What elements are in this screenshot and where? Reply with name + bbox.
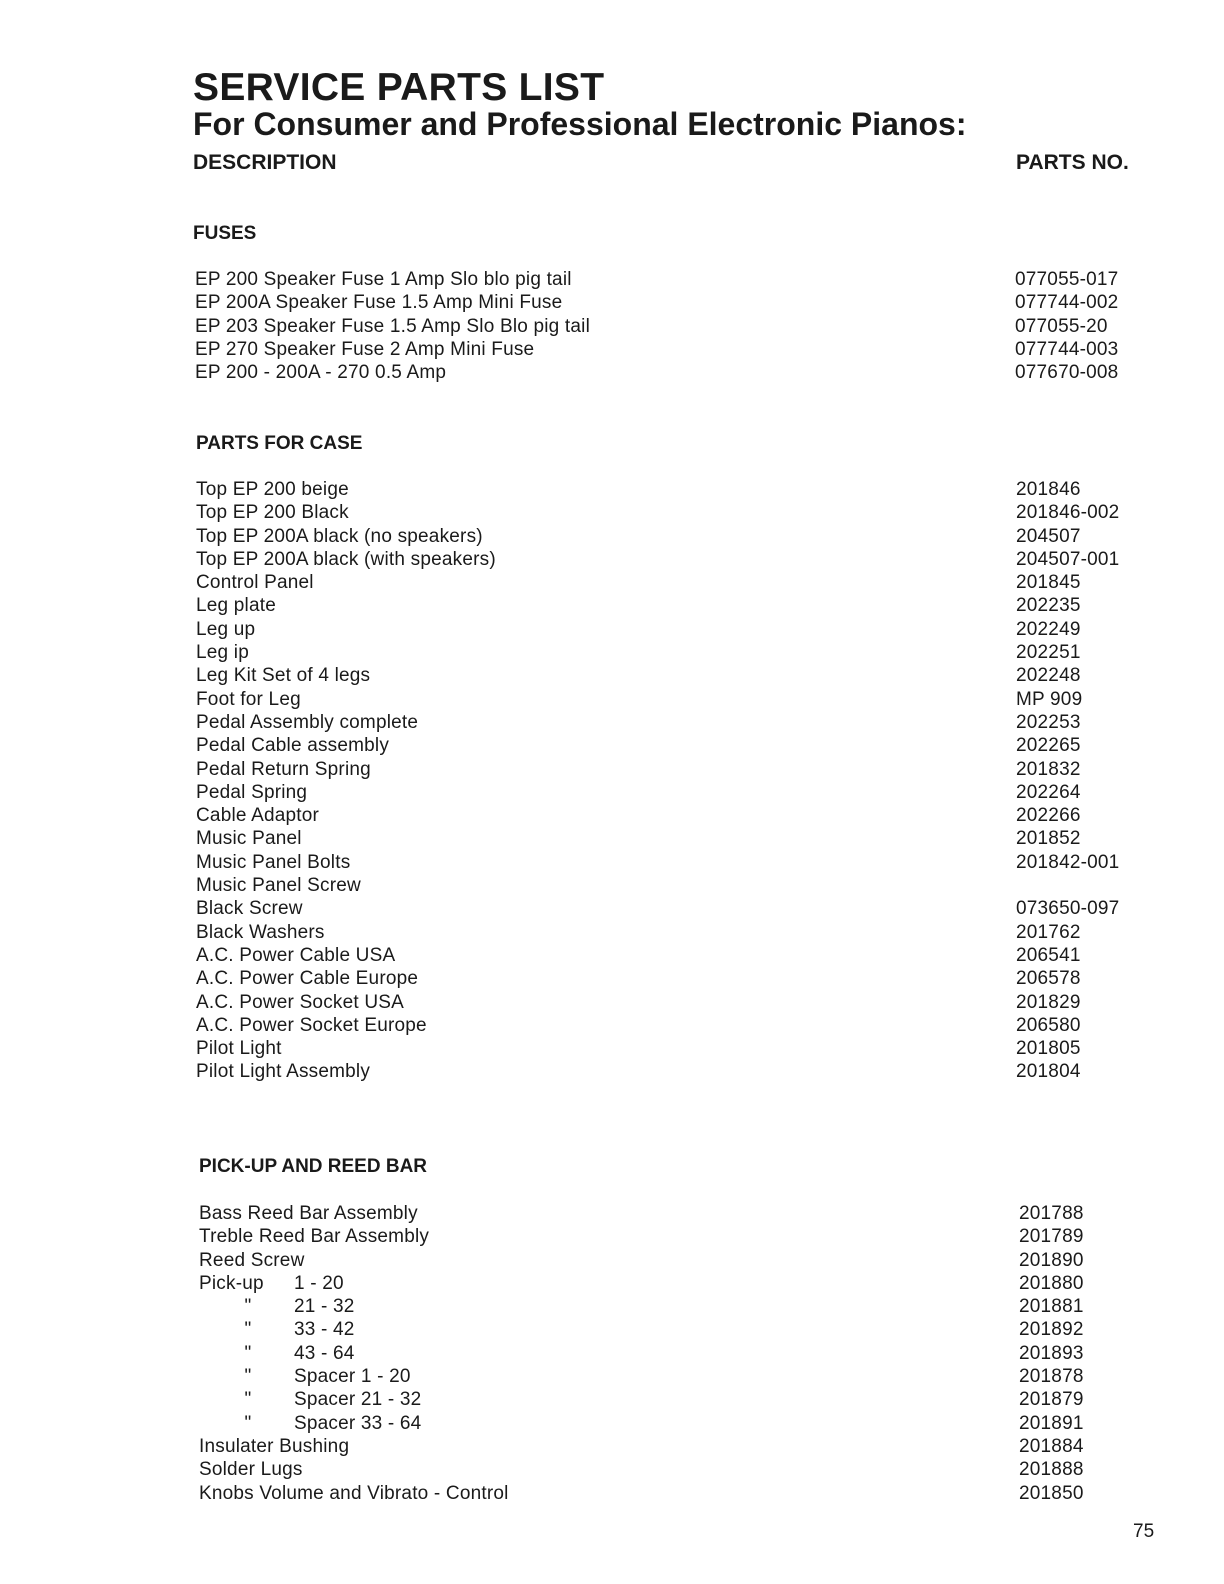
item-description: Music Panel Screw <box>196 875 361 897</box>
item-part-no: 202264 <box>1016 781 1081 803</box>
list-item <box>199 1482 1159 1505</box>
item-description: Top EP 200A black (with speakers) <box>196 548 496 570</box>
item-part-no: 201879 <box>1019 1389 1084 1411</box>
item-description: Pedal Assembly complete <box>196 711 419 733</box>
list-item <box>196 664 1156 687</box>
item-description: EP 270 Speaker Fuse 2 Amp Mini Fuse <box>195 338 535 360</box>
item-range: 21 - 32 <box>294 1296 355 1318</box>
list-item <box>196 1037 1156 1060</box>
item-part-no: 201805 <box>1016 1038 1081 1060</box>
list-item <box>195 315 1155 338</box>
item-part-no: 201846 <box>1016 479 1081 500</box>
page-number: 75 <box>1133 1521 1155 1542</box>
list-item <box>199 1295 1159 1318</box>
item-description: Pedal Spring <box>196 781 308 803</box>
list-item <box>196 874 1156 897</box>
ditto-mark: " <box>244 1366 252 1388</box>
item-part-no: 201762 <box>1016 921 1081 943</box>
list-item <box>195 291 1155 314</box>
list-item <box>199 1458 1159 1481</box>
item-description: A.C. Power Socket Europe <box>196 1014 427 1036</box>
item-description: Treble Reed Bar Assembly <box>199 1226 430 1248</box>
page-title: SERVICE PARTS LIST <box>193 66 605 109</box>
item-description: Music Panel Bolts <box>196 851 351 873</box>
item-part-no: 201852 <box>1016 828 1081 850</box>
item-description: Pedal Return Spring <box>196 758 371 780</box>
list-item <box>196 641 1156 664</box>
item-part-no: 201893 <box>1019 1342 1084 1364</box>
section-title-case: PARTS FOR CASE <box>196 433 363 454</box>
item-description: Top EP 200A black (no speakers) <box>196 525 483 547</box>
item-part-no: 201881 <box>1019 1296 1084 1318</box>
item-part-no: 201880 <box>1019 1272 1084 1294</box>
item-part-no: 202235 <box>1016 595 1081 617</box>
list-item <box>199 1435 1159 1458</box>
parts-no-column-header: PARTS NO. <box>1016 151 1129 174</box>
item-part-no: 201788 <box>1019 1203 1084 1224</box>
list-item <box>196 525 1156 548</box>
item-part-no: 202248 <box>1016 665 1081 687</box>
list-item <box>199 1365 1159 1388</box>
item-description: Knobs Volume and Vibrato - Control <box>199 1482 509 1504</box>
item-part-no: 202266 <box>1016 805 1081 827</box>
item-part-no: MP 909 <box>1016 688 1083 710</box>
item-part-no: 201829 <box>1016 991 1081 1013</box>
item-description: Leg up <box>196 618 256 640</box>
item-part-no: 201884 <box>1019 1435 1084 1457</box>
item-description: A.C. Power Cable Europe <box>196 968 419 990</box>
list-item <box>196 618 1156 641</box>
list-item <box>199 1318 1159 1341</box>
list-item <box>199 1202 1159 1225</box>
list-item <box>199 1412 1159 1435</box>
item-part-no: 202253 <box>1016 711 1081 733</box>
item-description: Leg plate <box>196 595 276 617</box>
item-range: 43 - 64 <box>294 1342 355 1364</box>
list-item <box>196 827 1156 850</box>
item-part-no: 201832 <box>1016 758 1081 780</box>
item-description: A.C. Power Socket USA <box>196 991 404 1013</box>
list-item <box>196 594 1156 617</box>
item-description: Foot for Leg <box>196 688 301 710</box>
ditto-mark: " <box>244 1412 252 1434</box>
item-description: Music Panel <box>196 828 302 850</box>
item-range: Spacer 1 - 20 <box>294 1366 411 1388</box>
item-description: Leg ip <box>196 642 249 664</box>
item-description: Solder Lugs <box>199 1459 303 1481</box>
list-item <box>196 1014 1156 1037</box>
list-item <box>195 338 1155 361</box>
item-part-no: 206578 <box>1016 968 1081 990</box>
item-description: Black Screw <box>196 898 303 920</box>
item-part-no: 077744-003 <box>1015 338 1119 360</box>
item-part-no: 077670-008 <box>1015 362 1119 384</box>
list-item <box>196 501 1156 524</box>
item-part-no: 201846-002 <box>1016 502 1120 524</box>
description-column-header: DESCRIPTION <box>193 151 337 174</box>
list-item <box>196 688 1156 711</box>
list-item <box>196 851 1156 874</box>
list-item <box>196 781 1156 804</box>
item-part-no: 201850 <box>1019 1482 1084 1504</box>
item-part-no: 077744-002 <box>1015 292 1119 314</box>
item-range: 33 - 42 <box>294 1319 355 1341</box>
item-part-no: 201804 <box>1016 1061 1081 1083</box>
item-part-no: 077055-017 <box>1015 269 1119 290</box>
list-item <box>196 897 1156 920</box>
item-part-no: 073650-097 <box>1016 898 1120 920</box>
list-item <box>196 967 1156 990</box>
list-item <box>195 268 1155 291</box>
item-part-no: 201892 <box>1019 1319 1084 1341</box>
item-part-no: 201888 <box>1019 1459 1084 1481</box>
list-item <box>196 758 1156 781</box>
list-item <box>199 1388 1159 1411</box>
list-item <box>196 991 1156 1014</box>
item-description: Top EP 200 beige <box>196 479 349 500</box>
page-subtitle: For Consumer and Professional Electronic Pianos: <box>193 106 967 142</box>
item-description: Pedal Cable assembly <box>196 735 390 757</box>
item-description: Pilot Light <box>196 1038 282 1060</box>
pickup-label: Pick-up <box>199 1272 264 1294</box>
section-title-fuses: FUSES <box>193 223 257 244</box>
case-parts-list <box>196 478 1156 1084</box>
item-part-no: 206541 <box>1016 944 1081 966</box>
ditto-mark: " <box>244 1389 252 1411</box>
item-part-no: 201891 <box>1019 1412 1084 1434</box>
list-item <box>196 921 1156 944</box>
item-description: Pilot Light Assembly <box>196 1061 371 1083</box>
list-item <box>196 734 1156 757</box>
item-part-no: 077055-20 <box>1015 315 1108 337</box>
section-title-pickup: PICK-UP AND REED BAR <box>199 1156 428 1177</box>
item-part-no: 201842-001 <box>1016 851 1120 873</box>
list-item <box>196 478 1156 501</box>
item-part-no: 202249 <box>1016 618 1081 640</box>
item-description: Leg Kit Set of 4 legs <box>196 665 371 687</box>
item-part-no: 206580 <box>1016 1014 1081 1036</box>
list-item <box>196 711 1156 734</box>
item-description: EP 200A Speaker Fuse 1.5 Amp Mini Fuse <box>195 292 563 314</box>
list-item <box>196 571 1156 594</box>
item-description: EP 203 Speaker Fuse 1.5 Amp Slo Blo pig tail <box>195 315 591 337</box>
ditto-mark: " <box>244 1319 252 1341</box>
list-item <box>196 1060 1156 1083</box>
item-part-no: 201878 <box>1019 1366 1084 1388</box>
item-description: Top EP 200 Black <box>196 502 349 524</box>
item-description: EP 200 - 200A - 270 0.5 Amp <box>195 362 447 384</box>
list-item <box>199 1272 1159 1295</box>
list-item <box>199 1342 1159 1365</box>
item-description: Reed Screw <box>199 1249 305 1271</box>
item-part-no: 201890 <box>1019 1249 1084 1271</box>
item-part-no: 201845 <box>1016 572 1081 594</box>
fuses-list <box>195 268 1155 384</box>
item-description: Control Panel <box>196 572 314 594</box>
list-item <box>195 361 1155 384</box>
list-item <box>196 548 1156 571</box>
list-item <box>199 1225 1159 1248</box>
item-description: Black Washers <box>196 921 325 943</box>
item-range: 1 - 20 <box>294 1272 344 1294</box>
pickup-parts-list <box>199 1202 1159 1505</box>
item-part-no: 201789 <box>1019 1226 1084 1248</box>
item-part-no: 202251 <box>1016 642 1081 664</box>
ditto-mark: " <box>244 1342 252 1364</box>
item-description: A.C. Power Cable USA <box>196 944 396 966</box>
item-description: Cable Adaptor <box>196 805 320 827</box>
list-item <box>199 1249 1159 1272</box>
item-part-no: 202265 <box>1016 735 1081 757</box>
item-description: Bass Reed Bar Assembly <box>199 1203 418 1224</box>
item-description: Insulater Bushing <box>199 1435 350 1457</box>
item-part-no: 204507-001 <box>1016 548 1120 570</box>
list-item <box>196 804 1156 827</box>
item-range: Spacer 21 - 32 <box>294 1389 422 1411</box>
list-item <box>196 944 1156 967</box>
item-description: EP 200 Speaker Fuse 1 Amp Slo blo pig tail <box>195 269 572 290</box>
item-part-no: 204507 <box>1016 525 1081 547</box>
item-range: Spacer 33 - 64 <box>294 1412 422 1434</box>
ditto-mark: " <box>244 1296 252 1318</box>
